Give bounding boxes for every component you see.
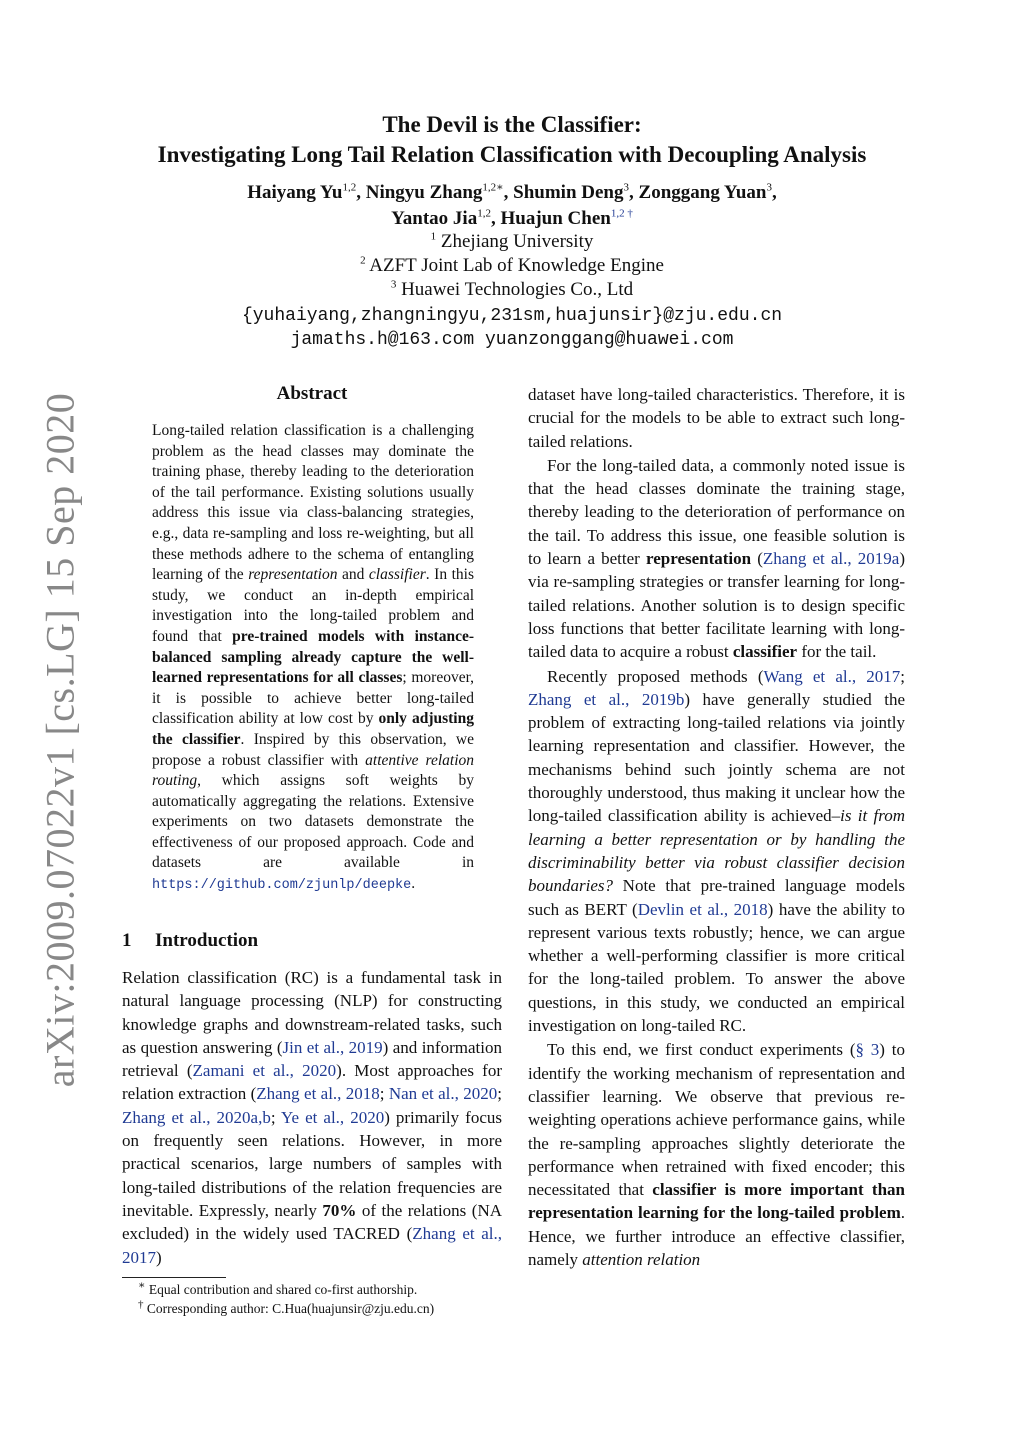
body-text: )	[156, 1247, 162, 1267]
body-text: of the relations (NA excluded) in the widely used TACRED (	[122, 1200, 502, 1244]
author-sup: 1,2 †	[610, 207, 633, 220]
author-sup: 3	[766, 181, 772, 194]
right-paragraph-3	[528, 665, 905, 1038]
citation[interactable]: Zhang et al., 2019a	[762, 549, 900, 569]
affiliation-num: 2	[360, 254, 366, 267]
affiliation-3	[0, 278, 1024, 302]
abstract-bold: pre-trained models with instance-balanced sampling already capture the well-learned representations for all classes	[152, 627, 474, 687]
body-emph: is it from learning a better representation or by handling the discriminability better via robust classifier decision boundaries?	[528, 806, 905, 896]
body-text: ;	[270, 1107, 281, 1127]
title-line-1: The Devil is the Classifier:	[382, 112, 642, 137]
body-bold: classifier is more important than representation learning for the long-tailed problem	[528, 1180, 905, 1223]
footnote-text: Corresponding author: C.Hua(huajunsir@zju.edu.cn)	[146, 1301, 435, 1316]
body-text: ;	[900, 666, 905, 686]
footnote-2	[138, 1299, 508, 1318]
abstract-text: Long-tailed relation classification is a challenging problem as the head classes may dominate the training phase, thereby leading to the deterioration of the tail performance. Existing solutions usually address this issue via class-balancing strategies, e.g., data re-sampling and loss re-weighting, but all these methods adhere to the schema of entangling learning of the	[152, 422, 474, 584]
body-text: Relation classification (RC) is a fundamental task in natural language processing (NLP) for constructing knowledge graphs and downstream-related tasks, such as question answering (	[122, 968, 502, 1057]
paper-title	[0, 110, 1024, 170]
right-paragraph-4	[528, 1038, 905, 1271]
affiliations	[0, 230, 1024, 302]
body-bold: 70%	[322, 1200, 357, 1220]
body-text: ) via re-sampling strategies or transfer learning for long-tailed relations. Another solution is to design specific loss functions that better facilitate learning with long-tailed data to acquire a robust	[528, 549, 905, 662]
author-name: Haiyang Yu	[247, 182, 343, 203]
body-bold: classifier	[732, 642, 798, 662]
author-sup: 1,2∗	[482, 181, 504, 194]
body-bold: representation	[645, 549, 752, 569]
code-link[interactable]: https://github.com/zjunlp/deepke	[152, 878, 412, 894]
body-text: ) primarily focus on frequently seen relations. However, in more practical scenarios, large numbers of samples with long-tailed distributions of the relation frequencies are inevitable. Expressly, nearly	[122, 1107, 502, 1220]
abstract-bold: only adjusting the classifier	[152, 710, 474, 748]
body-text: . Hence, we further introduce an effective classifier, namely	[528, 1203, 905, 1269]
author-name: Yantao Jia	[391, 208, 478, 229]
body-text: To this end, we first conduct experiments (	[547, 1040, 856, 1060]
affiliation-2	[0, 254, 1024, 278]
emails-line-1: {yuhaiyang,zhangningyu,231sm,huajunsir}@zju.edu.cn	[241, 306, 783, 326]
affiliation-name: Zhejiang University	[440, 231, 594, 252]
intro-paragraph	[122, 966, 502, 1269]
section-heading	[122, 930, 258, 952]
body-text: Recently proposed methods (	[547, 666, 764, 686]
citation[interactable]: Zhang et al., 2017	[122, 1224, 503, 1267]
abstract-text: . Inspired by this observation, we propose a robust classifier with	[152, 730, 474, 769]
abstract-heading: Abstract	[276, 383, 348, 404]
body-text: For the long-tailed data, a commonly noted issue is that the head classes dominate the training stage, thereby leading to the deterioration of performance on the tail. To address this issue, one feasible solution is to learn a better	[528, 455, 905, 569]
body-text: ) have the ability to represent various texts robustly; hence, we can argue whether a well-performing classifier is more critical for the long-tailed problem. To answer the above questions, in this study, we conducted an empirical investigation on long-tailed RC.	[528, 899, 905, 1036]
abstract-text: , which assigns soft weights by automatically aggregating the relations. Extensive experiments on two datasets demonstrate the effectiveness of our proposed approach. Code and datasets are available in	[152, 772, 474, 872]
author-name: Zonggang Yuan	[638, 182, 767, 203]
authors-line-2: Yantao Jia$^{1,2}$, Huajun Chen$^{1,2 \dagger}$	[391, 207, 633, 229]
body-text: ) to identify the working mechanism of representation and classifier learning. We observe that previous re-weighting operations achieve performance gains, while the re-sampling approaches slightly deteriorate the performance when retrained with fixed encoder; this necessitated that	[528, 1040, 905, 1200]
citation[interactable]: Devlin et al., 2018	[637, 899, 768, 919]
body-text: ). Most approaches for relation extraction (	[122, 1061, 502, 1104]
body-text: Note that pre-trained language models such as BERT (	[528, 876, 905, 919]
body-emph: attention relation	[582, 1249, 701, 1269]
citation[interactable]: Nan et al., 2020	[388, 1084, 498, 1104]
citation[interactable]: Zamani et al., 2020	[192, 1061, 337, 1081]
abstract-emph: representation	[248, 566, 338, 584]
abstract-text: and	[337, 566, 369, 584]
section-number: 1	[122, 930, 132, 951]
citation[interactable]: Jin et al., 2019	[282, 1037, 383, 1057]
author-list	[0, 180, 1024, 232]
abstract-text: ; moreover, it is possible to achieve better long-tailed classification ability at low cost by	[152, 669, 474, 728]
citation[interactable]: Zhang et al., 2020a,b	[122, 1107, 271, 1127]
authors-line-1: Haiyang Yu$^{1,2}$, Ningyu Zhang$^{1,2∗}$, Shumin Deng$^3$, Zonggang Yuan$^3$,	[247, 181, 777, 203]
body-text: for the tail.	[797, 642, 877, 662]
abstract-text: .	[411, 875, 416, 893]
citation[interactable]: Wang et al., 2017	[763, 666, 901, 686]
author-name: Shumin Deng	[513, 182, 624, 203]
body-text: ;	[379, 1084, 389, 1104]
author-name: Ningyu Zhang	[365, 182, 483, 203]
footnote-rule	[122, 1277, 226, 1278]
body-text: ) and information retrieval (	[122, 1037, 502, 1081]
author-name: Huajun Chen	[500, 208, 611, 229]
author-sup: 1,2	[477, 207, 491, 220]
affiliation-name: Huawei Technologies Co., Ltd	[401, 279, 634, 300]
footnote-mark: †	[138, 1298, 144, 1311]
title-line-2: Investigating Long Tail Relation Classification with Decoupling Analysis	[157, 142, 867, 167]
abstract-emph: classifier	[368, 566, 426, 584]
right-column	[528, 383, 905, 1271]
section-title: Introduction	[155, 930, 259, 951]
citation[interactable]: § 3	[855, 1040, 880, 1060]
body-text: ) have generally studied the problem of extracting long-tailed relations via jointly learning representation and classifier. However, the mechanisms behind such jointly schema are not thoroughly understood, thus making it unclear how the long-tailed classification ability is achieved–	[528, 689, 906, 826]
citation[interactable]: Zhang et al., 2018	[256, 1084, 380, 1104]
footnote-text: Equal contribution and shared co-first authorship.	[148, 1282, 418, 1297]
body-text: (	[751, 549, 763, 569]
affiliation-num: 1	[430, 230, 437, 243]
citation[interactable]: Ye et al., 2020	[280, 1107, 385, 1127]
affiliation-1	[0, 230, 1024, 254]
footnote-mark: ∗	[138, 1279, 146, 1292]
footnotes	[138, 1280, 508, 1318]
author-emails	[0, 304, 1024, 352]
emails-line-2: jamaths.h@163.com yuanzonggang@huawei.com	[290, 330, 734, 350]
affiliation-name: AZFT Joint Lab of Knowledge Engine	[369, 255, 664, 276]
right-paragraph-2	[528, 454, 905, 664]
author-sup: 3	[623, 181, 630, 194]
abstract-body	[152, 421, 474, 897]
affiliation-num: 3	[390, 278, 397, 291]
body-text: ;	[497, 1084, 502, 1104]
author-sup: 1,2	[342, 181, 357, 194]
arxiv-id: arXiv:2009.07022v1 [cs.LG] 15 Sep 2020	[37, 392, 83, 1088]
abstract-emph: attentive relation routing	[152, 751, 474, 790]
citation[interactable]: Zhang et al., 2019b	[528, 689, 685, 709]
abstract-text: . In this study, we conduct an in-depth empirical investigation into the long-tailed problem and found that	[152, 566, 474, 645]
footnote-1	[138, 1280, 508, 1299]
right-paragraph-1: dataset have long-tailed characteristics. Therefore, it is crucial for the models to be able to extract such long-tailed relations.	[528, 385, 905, 451]
